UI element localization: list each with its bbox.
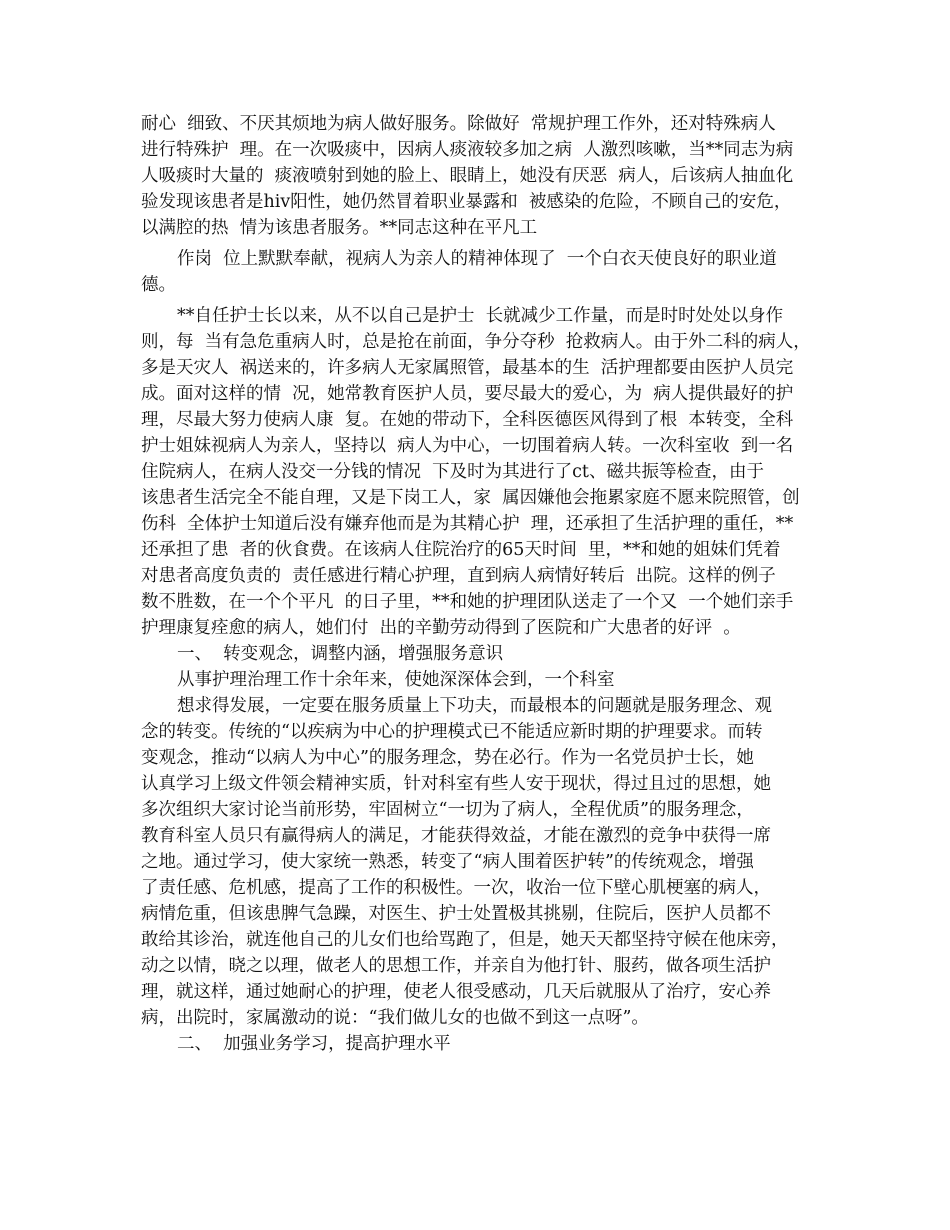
text-line: 敢给其诊治，就连他自己的儿女们也给骂跑了，但是，她天天都坚持守候在他床旁，: [141, 930, 789, 950]
text-line: 作岗 位上默默奉献，视病人为亲人的精神体现了 一个白衣天使良好的职业道: [177, 249, 777, 269]
text-line: 耐心 细致、不厌其烦地为病人做好服务。除做好 常规护理工作外，还对特殊病人: [141, 114, 776, 134]
text-line: 变观念，推动“以病人为中心”的服务理念，势在必行。作为一名党员护士长，她: [141, 748, 754, 768]
text-line: 住院病人，在病人没交一分钱的情况 下及时为其进行了ct、磁共振等检查，由于: [141, 462, 764, 482]
text-line: 病，出院时，家属激动的说：“我们做儿女的也做不到这一点呀”。: [141, 1008, 649, 1028]
text-line: 对患者高度负责的 责任感进行精心护理，直到病人病情好转后 出院。这样的例子: [141, 566, 776, 586]
text-line: 教育科室人员只有赢得病人的满足，才能获得效益，才能在激烈的竞争中获得一席: [141, 826, 771, 846]
text-line: 多是天灾人 祸送来的，许多病人无家属照管，最基本的生 活护理都要由医护人员完: [141, 358, 794, 378]
text-line: 该患者生活完全不能自理，又是下岗工人，家 属因嫌他会拖累家庭不愿来院照管，创: [141, 488, 800, 508]
text-line: 念的转变。传统的“以疾病为中心的护理模式已不能适应新时期的护理要求。而转: [141, 722, 763, 742]
text-line: 以满腔的热 情为该患者服务。**同志这种在平凡工: [141, 218, 538, 238]
text-line: 想求得发展，一定要在服务质量上下功夫，而最根本的问题就是服务理念、观: [177, 696, 772, 716]
text-line: **自任护士长以来，从不以自己是护士 长就减少工作量，而是时时处处以身作: [177, 306, 784, 326]
text-line: 伤科 全体护士知道后没有嫌弃他而是为其精心护 理，还承担了生活护理的重任，**: [141, 514, 794, 534]
text-line: 病情危重，但该患脾气急躁，对医生、护士处置极其挑剔，住院后，医护人员都不: [141, 904, 771, 924]
text-line: 之地。通过学习，使大家统一熟悉，转变了“病人围着医护转”的传统观念，增强: [141, 852, 754, 872]
text-line: 人吸痰时大量的 痰液喷射到她的脸上、眼睛上，她没有厌恶 病人，后该病人抽血化: [141, 166, 794, 186]
section-heading: 一、 转变观念，调整内涵，增强服务意识: [177, 644, 504, 664]
text-line: 多次组织大家讨论当前形势，牢固树立“一切为了病人，全程优质”的服务理念，: [141, 800, 754, 820]
text-line: 还承担了患 者的伙食费。在该病人住院治疗的65天时间 里，**和她的姐妹们凭着: [141, 540, 781, 560]
text-line: 数不胜数，在一个个平凡 的日子里，**和她的护理团队送走了一个又 一个她们亲手: [141, 592, 794, 612]
text-line: 德。: [141, 275, 176, 295]
text-line: 进行特殊护 理。在一次吸痰中，因病人痰液较多加之病 人激烈咳嗽，当**同志为病: [141, 140, 794, 160]
text-line: 护理康复痊愈的病人，她们付 出的辛勤劳动得到了医院和广大患者的好评 。: [141, 618, 741, 638]
text-line: 理，就这样，通过她耐心的护理，使老人很受感动，几天后就服从了治疗，安心养: [141, 982, 771, 1002]
text-line: 成。面对这样的情 况，她常教育医护人员，要尽最大的爱心，为 病人提供最好的护: [141, 384, 794, 404]
text-line: 则，每 当有急危重病人时，总是抢在前面，争分夺秒 抢救病人。由于外二科的病人，: [141, 332, 811, 352]
text-line: 从事护理治理工作十余年来，使她深深体会到，一个科室: [177, 670, 615, 690]
text-line: 验发现该患者是hiv阳性，她仍然冒着职业暴露和 被感染的危险，不顾自己的安危，: [141, 192, 792, 212]
text-line: 了责任感、危机感，提高了工作的积极性。一次，收治一位下壁心肌梗塞的病人，: [141, 878, 771, 898]
text-line: 动之以情，晓之以理，做老人的思想工作，并亲自为他打针、服药，做各项生活护: [141, 956, 771, 976]
section-heading: 二、 加强业务学习，提高护理水平: [177, 1034, 451, 1054]
text-line: 理，尽最大努力使病人康 复。在她的带动下，全科医德医风得到了根 本转变，全科: [141, 410, 794, 430]
text-line: 护士姐妹视病人为亲人，坚持以 病人为中心，一切围着病人转。一次科室收 到一名: [141, 436, 794, 456]
text-line: 认真学习上级文件领会精神实质，针对科室有些人安于现状，得过且过的思想，她: [141, 774, 771, 794]
